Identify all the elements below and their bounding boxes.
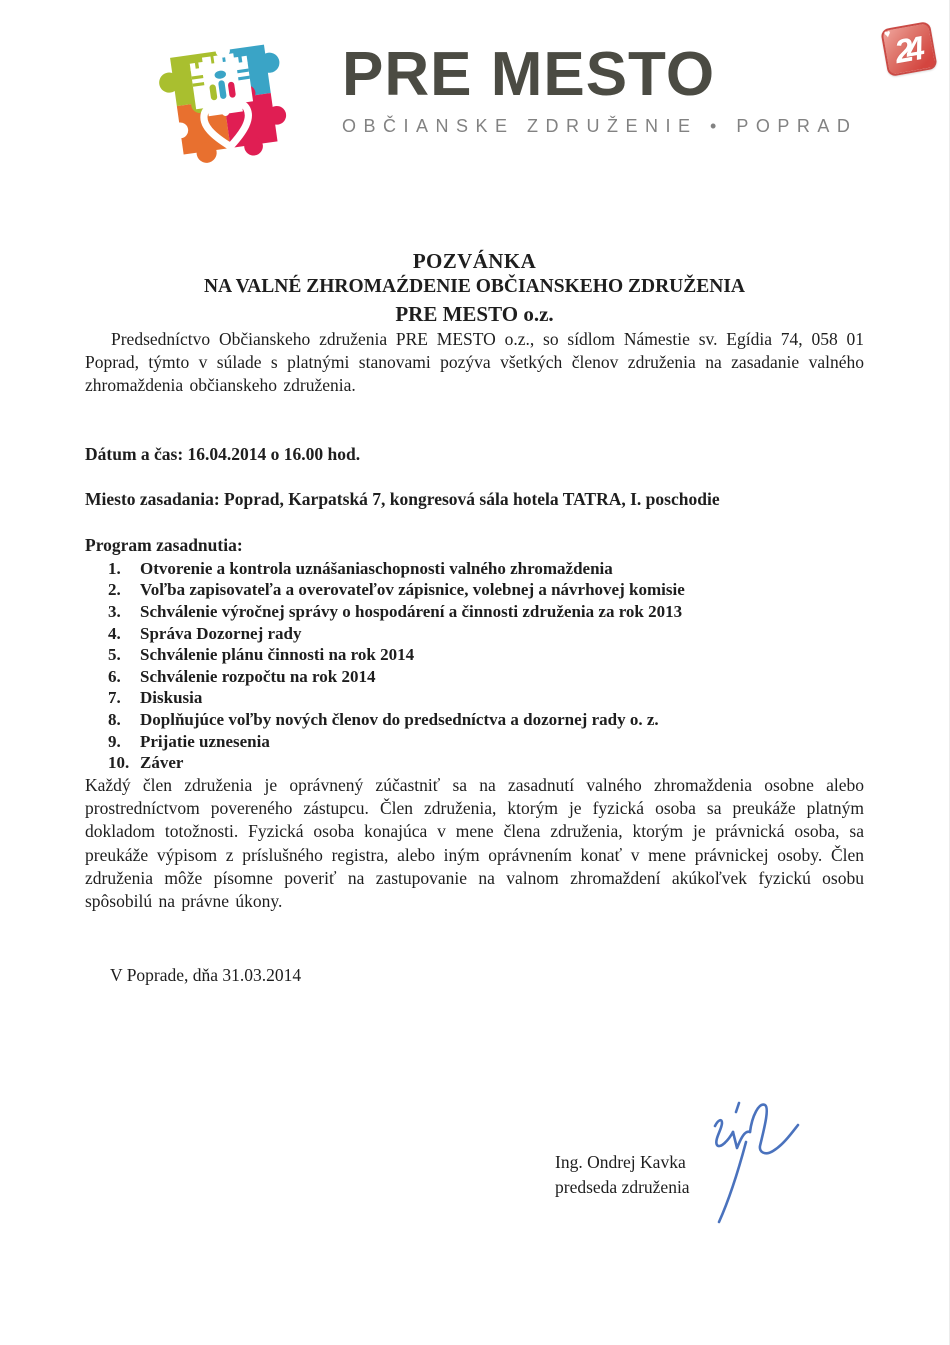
agenda-item-number: 9. xyxy=(108,731,121,751)
doc-org-line: PRE MESTO o.z. xyxy=(395,301,554,326)
agenda-item-text: Otvorenie a kontrola uznášaniaschopnosti valného zhromaždenia xyxy=(140,558,613,578)
agenda-item xyxy=(85,623,864,645)
date-place-line: V Poprade, dňa 31.03.2014 xyxy=(110,964,302,985)
agenda-item-text: Prijatie uznesenia xyxy=(140,731,270,751)
agenda-item-number: 8. xyxy=(108,709,121,729)
agenda-list xyxy=(85,558,864,774)
badge-heart-icon: ♥ xyxy=(883,28,892,42)
org-name: PRE MESTO xyxy=(342,40,716,109)
body-paragraph: Každý člen združenia je oprávnený zúčastniť sa na zasadnutí valného zhromaždenia osobne alebo prostredníctvom povereného zástupcu. Člen združenia, ktorým je fyzická osoba sa preukáže platným dokladom totožnosti. Fyzická osoba konajúca v mene člena združenia, ktorým je právnická osoba, sa preukáže výpisom z príslušného registra, alebo iným oprávnením konať v mene právnickej osoby. Člen združenia môže písomne poveriť na zastupovanie na valnom zhromaždení akúkoľvek fyzickú osobu spôsobilú na právne úkony. xyxy=(85,774,864,912)
agenda-item xyxy=(85,687,864,709)
signer-name: Ing. Ondrej Kavka xyxy=(555,1152,686,1172)
title-block xyxy=(85,248,864,328)
agenda-item-number: 5. xyxy=(108,645,121,665)
datetime-line: Dátum a čas: 16.04.2014 o 16.00 hod. xyxy=(85,443,361,464)
handwritten-signature xyxy=(688,1098,823,1228)
doc-title: POZVÁNKA xyxy=(412,249,537,273)
agenda-item-text: Voľba zapisovateľa a overovateľov zápisnice, volebnej a návrhovej komisie xyxy=(140,580,685,600)
badge-24-label: 24 xyxy=(891,29,921,70)
agenda-item-text: Správa Dozornej rady xyxy=(140,623,302,643)
agenda-item-text: Schválenie plánu činnosti na rok 2014 xyxy=(140,645,415,665)
signature-block xyxy=(555,1150,690,1200)
agenda-item xyxy=(85,644,864,666)
agenda-item-number: 10. xyxy=(108,753,130,773)
agenda-item-text: Schválenie výročnej správy o hospodárení a činnosti združenia za rok 2013 xyxy=(140,601,683,621)
agenda-item-text: Schválenie rozpočtu na rok 2014 xyxy=(140,666,376,686)
agenda-item xyxy=(85,752,864,774)
agenda-item xyxy=(85,731,864,753)
agenda-item-text: Diskusia xyxy=(140,688,203,708)
signer-role: predseda združenia xyxy=(555,1177,690,1197)
agenda-heading: Program zasadnutia: xyxy=(85,534,243,555)
org-subtitle: OBČIANSKE ZDRUŽENIE • POPRAD xyxy=(342,116,858,136)
agenda-item xyxy=(85,579,864,601)
intro-paragraph: Predsedníctvo Občianskeho združenia PRE MESTO o.z., so sídlom Námestie sv. Egídia 74, 058 01 Poprad, týmto v súlade s platnými stanovami pozýva všetkých členov združenia na zasadanie valného zhromaždenia občianskeho združenia. xyxy=(85,328,864,396)
agenda-item-number: 4. xyxy=(108,623,121,643)
agenda-item-text: Doplňujúce voľby nových členov do predsedníctva a dozornej rady o. z. xyxy=(140,709,659,729)
agenda-item xyxy=(85,601,864,623)
agenda-item-number: 6. xyxy=(108,666,121,686)
agenda-item-text: Záver xyxy=(140,753,184,773)
location-line: Miesto zasadania: Poprad, Karpatská 7, kongresová sála hotela TATRA, I. poschodie xyxy=(85,488,720,509)
agenda-item-number: 7. xyxy=(108,688,121,708)
agenda-item xyxy=(85,709,864,731)
agenda-item-number: 3. xyxy=(108,601,121,621)
agenda-item-number: 1. xyxy=(108,558,121,578)
doc-subtitle: NA VALNÉ ZHROMAŹDENIE OBČIANSKEHO ZDRUŽENIA xyxy=(203,276,746,298)
agenda-item-number: 2. xyxy=(108,580,121,600)
agenda-item xyxy=(85,558,864,580)
agenda-item xyxy=(85,666,864,688)
